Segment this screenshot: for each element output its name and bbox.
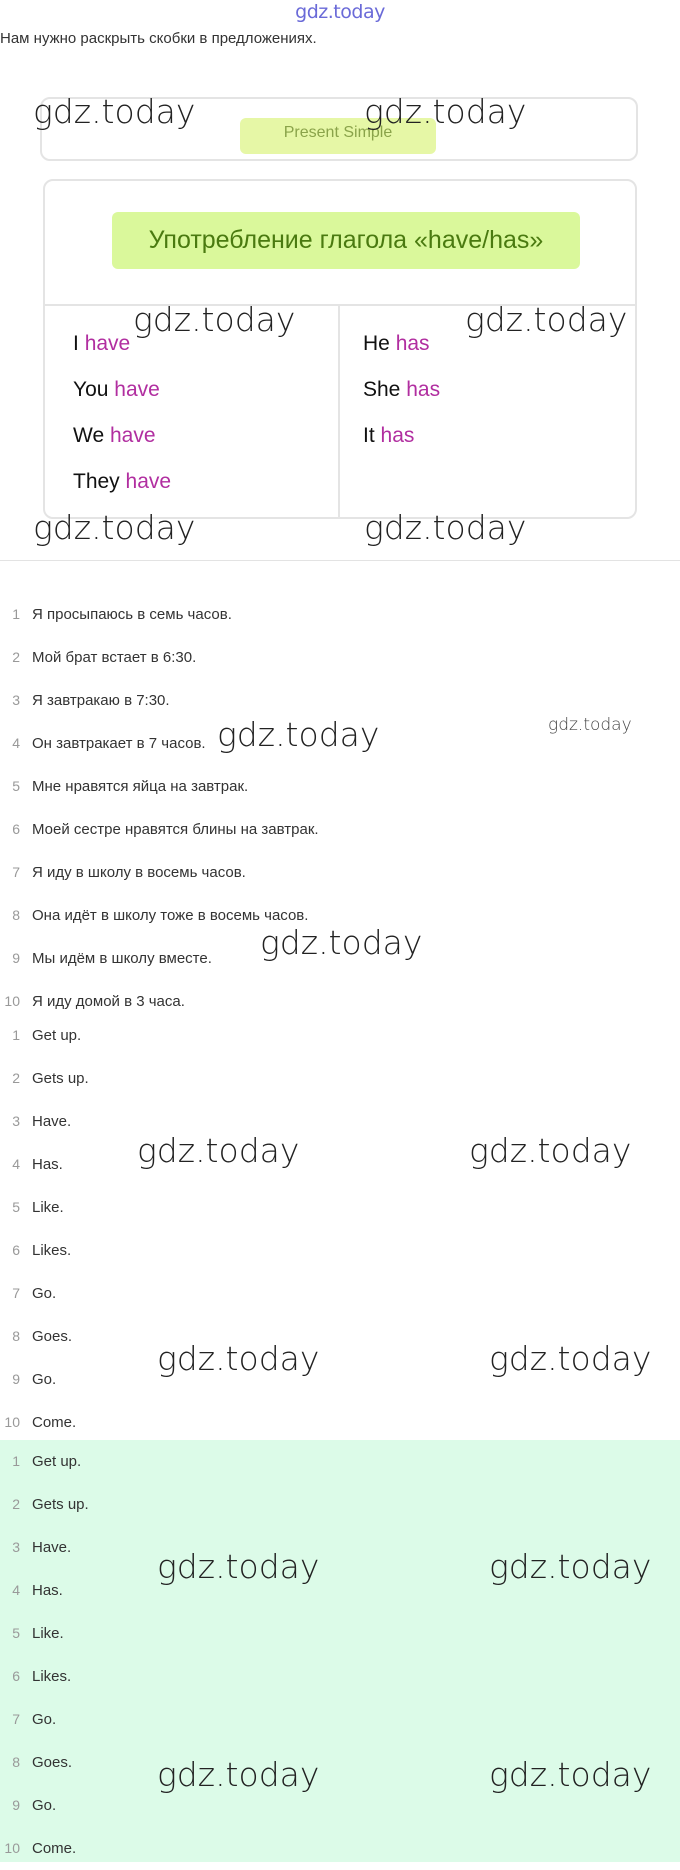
- site-logo[interactable]: gdz.today: [295, 1, 385, 23]
- table-row: [73, 423, 171, 469]
- item-number: 6: [12, 1242, 20, 1258]
- item-text: Goes.: [32, 1754, 73, 1771]
- table-divider-vertical: [338, 306, 340, 517]
- item-number: 3: [12, 692, 20, 708]
- item-number: 2: [12, 1496, 20, 1512]
- have-has-table: [43, 179, 637, 519]
- list-item: [0, 808, 680, 851]
- list-item: [0, 1358, 680, 1401]
- item-text: Like.: [32, 1199, 64, 1216]
- item-number: 6: [12, 821, 20, 837]
- verb: has: [395, 332, 430, 355]
- list-item: [0, 765, 680, 808]
- pronoun: He: [363, 332, 390, 355]
- rule-image: [0, 52, 680, 561]
- item-number: 3: [12, 1539, 20, 1555]
- watermark: gdz.today: [217, 715, 380, 754]
- watermark: gdz.today: [260, 923, 423, 962]
- item-text: Моей сестре нравятся блины на завтрак.: [32, 821, 319, 838]
- table-row: [363, 423, 440, 469]
- list-item: [0, 679, 680, 722]
- item-number: 6: [12, 1668, 20, 1684]
- pronoun: I: [73, 332, 79, 355]
- watermark: gdz.today: [489, 1339, 652, 1378]
- item-text: Она идёт в школу тоже в восемь часов.: [32, 907, 309, 924]
- item-text: Он завтракает в 7 часов.: [32, 735, 206, 752]
- list-item: [0, 1186, 680, 1229]
- watermark: gdz.today: [137, 1131, 300, 1170]
- watermark: gdz.today: [33, 508, 196, 547]
- list-item: [0, 1655, 680, 1698]
- item-text: Я иду домой в 3 часа.: [32, 993, 185, 1010]
- item-text: Go.: [32, 1711, 57, 1728]
- list-item: [0, 1569, 680, 1612]
- list-item: [0, 1741, 680, 1784]
- list-item: [0, 1057, 680, 1100]
- item-number: 5: [12, 778, 20, 794]
- item-text: Мне нравятся яйца на завтрак.: [32, 778, 249, 795]
- watermark: gdz.today: [133, 300, 296, 339]
- table-row: [73, 469, 171, 515]
- item-text: Have.: [32, 1113, 72, 1130]
- item-number: 8: [12, 1328, 20, 1344]
- table-row: [73, 377, 171, 423]
- watermark: gdz.today: [157, 1547, 320, 1586]
- list-item: [0, 1483, 680, 1526]
- item-number: 7: [12, 1711, 20, 1727]
- list-item: [0, 1784, 680, 1827]
- item-text: Likes.: [32, 1242, 72, 1259]
- table-title: Употребление глагола «have/has»: [112, 212, 580, 269]
- list-item: [0, 722, 680, 765]
- list-item: [0, 1229, 680, 1272]
- item-number: 3: [12, 1113, 20, 1129]
- list-item: [0, 1827, 680, 1870]
- item-text: Go.: [32, 1797, 57, 1814]
- pronoun: They: [73, 470, 120, 493]
- watermark: gdz.today: [489, 1547, 652, 1586]
- item-number: 1: [12, 1027, 20, 1043]
- watermark: gdz.today: [33, 92, 196, 131]
- item-number: 9: [12, 1797, 20, 1813]
- pronoun: She: [363, 378, 401, 401]
- table-right-column: [363, 331, 440, 469]
- table-row: [363, 331, 440, 377]
- list-item: [0, 636, 680, 679]
- verb: have: [84, 332, 131, 355]
- item-number: 10: [4, 993, 20, 1009]
- item-number: 2: [12, 649, 20, 665]
- back-chip: Present Simple: [240, 118, 436, 154]
- item-number: 10: [4, 1414, 20, 1430]
- answers-list: [0, 1014, 680, 1444]
- item-number: 7: [12, 1285, 20, 1301]
- list-item: [0, 1612, 680, 1655]
- item-text: Have.: [32, 1539, 72, 1556]
- sentences-list: [0, 593, 680, 1023]
- item-number: 9: [12, 1371, 20, 1387]
- verb: has: [406, 378, 441, 401]
- item-text: Gets up.: [32, 1496, 89, 1513]
- item-text: Get up.: [32, 1027, 82, 1044]
- list-item: [0, 1401, 680, 1444]
- pronoun: We: [73, 424, 105, 447]
- watermark: gdz.today: [489, 1755, 652, 1794]
- intro-text: Нам нужно раскрыть скобки в предложениях.: [0, 30, 317, 47]
- item-text: Go.: [32, 1285, 57, 1302]
- item-text: Has.: [32, 1582, 63, 1599]
- item-text: Я завтракаю в 7:30.: [32, 692, 170, 709]
- list-item: [0, 851, 680, 894]
- item-text: Goes.: [32, 1328, 73, 1345]
- item-text: Go.: [32, 1371, 57, 1388]
- item-number: 4: [12, 1582, 20, 1598]
- item-number: 4: [12, 735, 20, 751]
- table-row: [363, 377, 440, 423]
- item-number: 1: [12, 606, 20, 622]
- verb: has: [380, 424, 415, 447]
- list-item: [0, 1440, 680, 1483]
- item-text: Come.: [32, 1414, 77, 1431]
- verb: have: [114, 378, 160, 401]
- watermark: gdz.today: [469, 1131, 632, 1170]
- item-number: 5: [12, 1199, 20, 1215]
- list-item: [0, 1143, 680, 1186]
- item-number: 4: [12, 1156, 20, 1172]
- watermark: gdz.today: [548, 715, 632, 735]
- watermark: gdz.today: [364, 508, 527, 547]
- item-number: 5: [12, 1625, 20, 1641]
- watermark: gdz.today: [465, 300, 628, 339]
- watermark: gdz.today: [157, 1339, 320, 1378]
- item-text: Has.: [32, 1156, 63, 1173]
- item-number: 7: [12, 864, 20, 880]
- item-text: Gets up.: [32, 1070, 89, 1087]
- item-number: 8: [12, 907, 20, 923]
- list-item: [0, 593, 680, 636]
- list-item: [0, 1014, 680, 1057]
- watermark: gdz.today: [157, 1755, 320, 1794]
- pronoun: It: [363, 424, 375, 447]
- item-number: 8: [12, 1754, 20, 1770]
- pronoun: You: [73, 378, 109, 401]
- list-item: [0, 1100, 680, 1143]
- list-item: [0, 1698, 680, 1741]
- item-text: Я иду в школу в восемь часов.: [32, 864, 246, 881]
- item-text: Like.: [32, 1625, 64, 1642]
- list-item: [0, 1526, 680, 1569]
- watermark: gdz.today: [364, 92, 527, 131]
- item-text: Мой брат встает в 6:30.: [32, 649, 197, 666]
- list-item: [0, 937, 680, 980]
- highlighted-answers-list: [0, 1440, 680, 1862]
- item-number: 10: [4, 1840, 20, 1856]
- verb: have: [109, 424, 156, 447]
- list-item: [0, 1315, 680, 1358]
- item-number: 1: [12, 1453, 20, 1469]
- list-item: [0, 894, 680, 937]
- verb: have: [125, 470, 172, 493]
- table-left-column: [73, 331, 171, 515]
- list-item: [0, 1272, 680, 1315]
- item-number: 9: [12, 950, 20, 966]
- item-text: Likes.: [32, 1668, 72, 1685]
- item-text: Come.: [32, 1840, 77, 1857]
- item-number: 2: [12, 1070, 20, 1086]
- table-row: [73, 331, 171, 377]
- table-divider-horizontal: [45, 304, 635, 306]
- item-text: Мы идём в школу вместе.: [32, 950, 212, 967]
- item-text: Get up.: [32, 1453, 82, 1470]
- item-text: Я просыпаюсь в семь часов.: [32, 606, 232, 623]
